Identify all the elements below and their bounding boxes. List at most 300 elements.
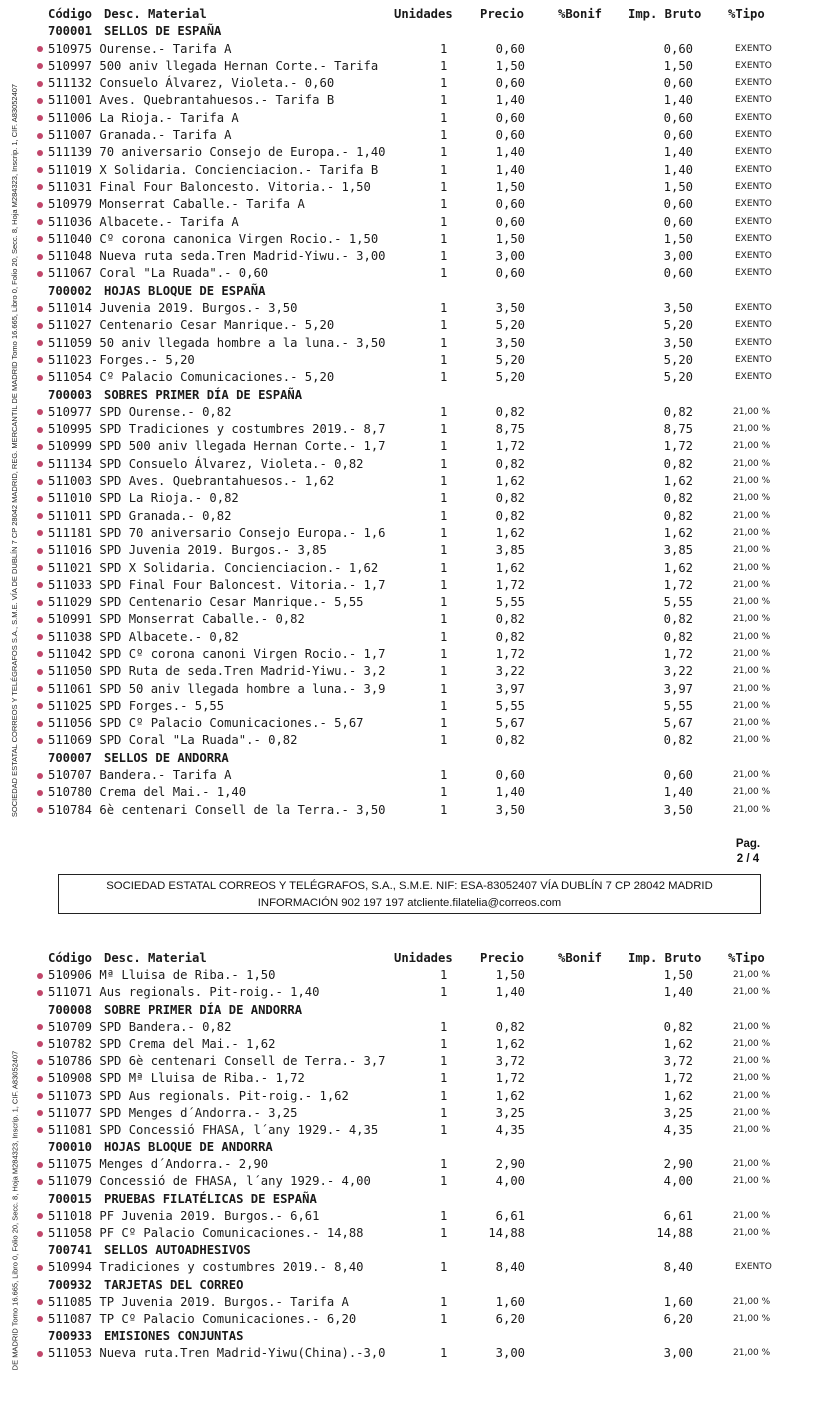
units-cell: 1 bbox=[440, 577, 448, 592]
tax-type-cell: 21,00 % bbox=[733, 648, 771, 659]
footer-company-line: SOCIEDAD ESTATAL CORREOS Y TELÉGRAFOS, S.A., S.M.E. NIF: ESA-83052407 VÍA DUBLÍN 7 CP 28042 MADRID bbox=[106, 880, 713, 892]
tax-type-cell: EXENTO bbox=[735, 199, 772, 210]
units-cell: 1 bbox=[440, 985, 448, 1000]
price-cell: 0,60 bbox=[495, 76, 525, 91]
gross-amount-cell: 5,55 bbox=[663, 698, 693, 713]
table-row bbox=[0, 1225, 823, 1242]
material-code-desc: 510999 SPD 500 aniv llegada Hernan Corte.- 1,7 bbox=[48, 439, 386, 454]
material-code-desc: 511075 Menges d´Andorra.- 2,90 bbox=[48, 1157, 269, 1172]
units-cell: 1 bbox=[440, 491, 448, 506]
price-cell: 0,60 bbox=[495, 128, 525, 143]
price-cell: 3,97 bbox=[495, 681, 525, 696]
tax-type-cell: 21,00 % bbox=[733, 787, 771, 798]
tax-type-cell: 21,00 % bbox=[733, 579, 771, 590]
bullet-icon bbox=[37, 634, 43, 640]
bullet-icon bbox=[37, 513, 43, 519]
tax-type-cell: 21,00 % bbox=[733, 631, 771, 642]
bullet-icon bbox=[37, 236, 43, 242]
price-cell: 1,50 bbox=[495, 58, 525, 73]
price-cell: 5,20 bbox=[495, 352, 525, 367]
material-code-desc: 511079 Concessió de FHASA, l´any 1929.- 4,00 bbox=[48, 1174, 371, 1189]
material-code-desc: 510782 SPD Crema del Mai.- 1,62 bbox=[48, 1036, 276, 1051]
group-heading-row bbox=[0, 23, 823, 40]
gross-amount-cell: 0,60 bbox=[663, 128, 693, 143]
price-cell: 5,20 bbox=[495, 370, 525, 385]
group-title: HOJAS BLOQUE DE ESPAÑA bbox=[104, 283, 266, 298]
material-code-desc: 511033 SPD Final Four Baloncest. Vitoria.- 1,7 bbox=[48, 577, 386, 592]
price-cell: 3,72 bbox=[495, 1054, 525, 1069]
group-title: EMISIONES CONJUNTAS bbox=[104, 1329, 244, 1344]
gross-amount-cell: 0,60 bbox=[663, 214, 693, 229]
price-cell: 1,62 bbox=[495, 560, 525, 575]
header-desc: Desc. Material bbox=[104, 7, 207, 21]
tax-type-cell: EXENTO bbox=[735, 147, 772, 158]
bullet-icon bbox=[37, 409, 43, 415]
bullet-icon bbox=[37, 565, 43, 571]
price-cell: 1,72 bbox=[495, 1071, 525, 1086]
table-row bbox=[0, 58, 823, 75]
gross-amount-cell: 5,20 bbox=[663, 318, 693, 333]
tax-type-cell: EXENTO bbox=[735, 354, 772, 365]
tax-type-cell: 21,00 % bbox=[733, 1296, 771, 1307]
tax-type-cell: EXENTO bbox=[735, 164, 772, 175]
tax-type-cell: 21,00 % bbox=[733, 614, 771, 625]
table-row bbox=[0, 1294, 823, 1311]
gross-amount-cell: 1,72 bbox=[663, 646, 693, 661]
units-cell: 1 bbox=[440, 76, 448, 91]
gross-amount-cell: 1,62 bbox=[663, 525, 693, 540]
units-cell: 1 bbox=[440, 456, 448, 471]
table-row bbox=[0, 611, 823, 628]
bullet-icon bbox=[37, 427, 43, 433]
materials-table-page1 bbox=[0, 6, 823, 819]
bullet-icon bbox=[37, 167, 43, 173]
bullet-icon bbox=[37, 479, 43, 485]
units-cell: 1 bbox=[440, 404, 448, 419]
bullet-icon bbox=[37, 1231, 43, 1237]
units-cell: 1 bbox=[440, 335, 448, 350]
units-cell: 1 bbox=[440, 1071, 448, 1086]
gross-amount-cell: 3,85 bbox=[663, 543, 693, 558]
group-heading-row bbox=[0, 1191, 823, 1208]
table-row bbox=[0, 214, 823, 231]
gross-amount-cell: 0,60 bbox=[663, 197, 693, 212]
tax-type-cell: EXENTO bbox=[735, 78, 772, 89]
price-cell: 6,61 bbox=[495, 1208, 525, 1223]
material-code-desc: 511056 SPD Cº Palacio Comunicaciones.- 5,67 bbox=[48, 716, 364, 731]
bullet-icon bbox=[37, 582, 43, 588]
material-code-desc: 510906 Mª Lluisa de Riba.- 1,50 bbox=[48, 968, 276, 983]
material-code-desc: 511001 Aves. Quebrantahuesos.- Tarifa B bbox=[48, 93, 335, 108]
group-heading-row bbox=[0, 1002, 823, 1019]
header-price: Precio bbox=[480, 951, 525, 965]
header-imp: Imp. Bruto bbox=[628, 7, 702, 21]
tax-type-cell: 21,00 % bbox=[733, 476, 771, 487]
material-code-desc: 510975 Ourense.- Tarifa A bbox=[48, 41, 232, 56]
material-code-desc: 510786 SPD 6è centenari Consell de Terra.- 3,7 bbox=[48, 1054, 386, 1069]
materials-table-page2 bbox=[0, 950, 823, 1363]
units-cell: 1 bbox=[440, 681, 448, 696]
gross-amount-cell: 0,82 bbox=[663, 612, 693, 627]
material-code-desc: 511014 Juvenia 2019. Burgos.- 3,50 bbox=[48, 301, 298, 316]
bullet-icon bbox=[37, 1110, 43, 1116]
header-bonif: %Bonif bbox=[558, 7, 603, 21]
material-code-desc: 510784 6è centenari Consell de la Terra.- 3,50 bbox=[48, 802, 386, 817]
gross-amount-cell: 6,61 bbox=[663, 1208, 693, 1223]
bullet-icon bbox=[37, 1179, 43, 1185]
material-code-desc: 511087 TP Cº Palacio Comunicaciones.- 6,20 bbox=[48, 1311, 357, 1326]
tax-type-cell: 21,00 % bbox=[733, 666, 771, 677]
page-label: Pag. bbox=[735, 838, 761, 850]
table-row bbox=[0, 663, 823, 680]
table-row bbox=[0, 473, 823, 490]
gross-amount-cell: 1,72 bbox=[663, 1071, 693, 1086]
units-cell: 1 bbox=[440, 422, 448, 437]
bullet-icon bbox=[37, 669, 43, 675]
table-header bbox=[0, 950, 823, 967]
group-heading-row bbox=[0, 387, 823, 404]
table-row bbox=[0, 542, 823, 559]
table-row bbox=[0, 162, 823, 179]
tax-type-cell: 21,00 % bbox=[733, 1038, 771, 1049]
gross-amount-cell: 1,62 bbox=[663, 1088, 693, 1103]
units-cell: 1 bbox=[440, 110, 448, 125]
price-cell: 1,40 bbox=[495, 93, 525, 108]
gross-amount-cell: 0,60 bbox=[663, 110, 693, 125]
tax-type-cell: EXENTO bbox=[735, 372, 772, 383]
footer-contact-line: INFORMACIÓN 902 197 197 atcliente.filatelia@correos.com bbox=[257, 897, 562, 909]
bullet-icon bbox=[37, 219, 43, 225]
group-heading-row bbox=[0, 750, 823, 767]
tax-type-cell: 21,00 % bbox=[733, 804, 771, 815]
table-row bbox=[0, 967, 823, 984]
group-title: SOBRE PRIMER DÍA DE ANDORRA bbox=[104, 1002, 303, 1017]
units-cell: 1 bbox=[440, 145, 448, 160]
gross-amount-cell: 0,82 bbox=[663, 456, 693, 471]
header-price: Precio bbox=[480, 7, 525, 21]
price-cell: 3,50 bbox=[495, 802, 525, 817]
tax-type-cell: 21,00 % bbox=[733, 1313, 771, 1324]
gross-amount-cell: 4,00 bbox=[663, 1174, 693, 1189]
tax-type-cell: 21,00 % bbox=[733, 1159, 771, 1170]
material-code-desc: 511139 70 aniversario Consejo de Europa.- 1,40 bbox=[48, 145, 386, 160]
group-title: SELLOS AUTOADHESIVOS bbox=[104, 1243, 251, 1258]
tax-type-cell: 21,00 % bbox=[733, 424, 771, 435]
material-code-desc: 511053 Nueva ruta.Tren Madrid-Yiwu(China).-3,0 bbox=[48, 1346, 386, 1361]
tax-type-cell: EXENTO bbox=[735, 251, 772, 262]
tax-type-cell: 21,00 % bbox=[733, 1056, 771, 1067]
table-row bbox=[0, 179, 823, 196]
header-tipo: %Tipo bbox=[728, 7, 765, 21]
table-row bbox=[0, 421, 823, 438]
price-cell: 1,62 bbox=[495, 474, 525, 489]
tax-type-cell: 21,00 % bbox=[733, 493, 771, 504]
units-cell: 1 bbox=[440, 595, 448, 610]
page-number: 2 / 4 bbox=[736, 853, 760, 865]
material-code-desc: 511029 SPD Centenario Cesar Manrique.- 5,55 bbox=[48, 595, 364, 610]
price-cell: 1,60 bbox=[495, 1294, 525, 1309]
bullet-icon bbox=[37, 738, 43, 744]
units-cell: 1 bbox=[440, 664, 448, 679]
bullet-icon bbox=[37, 46, 43, 52]
gross-amount-cell: 3,25 bbox=[663, 1105, 693, 1120]
group-heading-row bbox=[0, 1328, 823, 1345]
bullet-icon bbox=[37, 133, 43, 139]
gross-amount-cell: 14,88 bbox=[656, 1226, 693, 1240]
price-cell: 3,00 bbox=[495, 249, 525, 264]
material-code-desc: 511081 SPD Concessió FHASA, l´any 1929.- 4,35 bbox=[48, 1122, 379, 1137]
bullet-icon bbox=[37, 1059, 43, 1065]
group-heading-row bbox=[0, 283, 823, 300]
gross-amount-cell: 0,82 bbox=[663, 733, 693, 748]
header-desc: Desc. Material bbox=[104, 951, 207, 965]
tax-type-cell: 21,00 % bbox=[733, 1107, 771, 1118]
price-cell: 1,62 bbox=[495, 525, 525, 540]
table-row bbox=[0, 802, 823, 819]
price-cell: 4,00 bbox=[495, 1174, 525, 1189]
table-row bbox=[0, 508, 823, 525]
material-code-desc: 510977 SPD Ourense.- 0,82 bbox=[48, 404, 232, 419]
table-row bbox=[0, 594, 823, 611]
price-cell: 1,50 bbox=[495, 231, 525, 246]
units-cell: 1 bbox=[440, 785, 448, 800]
price-cell: 0,82 bbox=[495, 508, 525, 523]
table-row bbox=[0, 404, 823, 421]
units-cell: 1 bbox=[440, 1036, 448, 1051]
bullet-icon bbox=[37, 990, 43, 996]
bullet-icon bbox=[37, 1299, 43, 1305]
price-cell: 1,72 bbox=[495, 577, 525, 592]
material-code-desc: 511077 SPD Menges d´Andorra.- 3,25 bbox=[48, 1105, 298, 1120]
gross-amount-cell: 3,50 bbox=[663, 335, 693, 350]
tax-type-cell: 21,00 % bbox=[733, 1348, 771, 1359]
header-tipo: %Tipo bbox=[728, 951, 765, 965]
table-row bbox=[0, 490, 823, 507]
table-row bbox=[0, 92, 823, 109]
gross-amount-cell: 1,50 bbox=[663, 231, 693, 246]
bullet-icon bbox=[37, 202, 43, 208]
units-cell: 1 bbox=[440, 698, 448, 713]
units-cell: 1 bbox=[440, 560, 448, 575]
material-code-desc: 511011 SPD Granada.- 0,82 bbox=[48, 508, 232, 523]
units-cell: 1 bbox=[440, 231, 448, 246]
table-row bbox=[0, 352, 823, 369]
bullet-icon bbox=[37, 63, 43, 69]
price-cell: 1,72 bbox=[495, 646, 525, 661]
table-row bbox=[0, 1311, 823, 1328]
group-title: PRUEBAS FILATÉLICAS DE ESPAÑA bbox=[104, 1191, 317, 1206]
tax-type-cell: 21,00 % bbox=[733, 406, 771, 417]
tax-type-cell: 21,00 % bbox=[733, 1228, 771, 1238]
gross-amount-cell: 1,62 bbox=[663, 560, 693, 575]
material-code-desc: 511050 SPD Ruta de seda.Tren Madrid-Yiwu.- 3,2 bbox=[48, 664, 386, 679]
units-cell: 1 bbox=[440, 162, 448, 177]
tax-type-cell: 21,00 % bbox=[733, 770, 771, 781]
material-code-desc: 511006 La Rioja.- Tarifa A bbox=[48, 110, 239, 125]
material-code-desc: 511067 Coral "La Ruada".- 0,60 bbox=[48, 266, 269, 281]
bullet-icon bbox=[37, 1076, 43, 1082]
tax-type-cell: 21,00 % bbox=[733, 987, 771, 998]
units-cell: 1 bbox=[440, 249, 448, 264]
units-cell: 1 bbox=[440, 1294, 448, 1309]
gross-amount-cell: 5,67 bbox=[663, 716, 693, 731]
group-code: 700007 bbox=[48, 750, 93, 765]
material-code-desc: 511042 SPD Cº corona canoni Virgen Rocio.- 1,7 bbox=[48, 646, 386, 661]
table-row bbox=[0, 110, 823, 127]
bullet-icon bbox=[37, 1041, 43, 1047]
group-heading-row bbox=[0, 1139, 823, 1156]
table-row bbox=[0, 1173, 823, 1190]
material-code-desc: 511069 SPD Coral "La Ruada".- 0,82 bbox=[48, 733, 298, 748]
table-row bbox=[0, 784, 823, 801]
tax-type-cell: 21,00 % bbox=[733, 735, 771, 746]
price-cell: 3,25 bbox=[495, 1105, 525, 1120]
price-cell: 0,82 bbox=[495, 1019, 525, 1034]
units-cell: 1 bbox=[440, 179, 448, 194]
tax-type-cell: EXENTO bbox=[735, 130, 772, 141]
group-heading-row bbox=[0, 1242, 823, 1259]
price-cell: 0,82 bbox=[495, 404, 525, 419]
table-row bbox=[0, 1019, 823, 1036]
group-code: 700933 bbox=[48, 1329, 93, 1344]
units-cell: 1 bbox=[440, 525, 448, 540]
price-cell: 1,72 bbox=[495, 439, 525, 454]
price-cell: 5,20 bbox=[495, 318, 525, 333]
gross-amount-cell: 3,50 bbox=[663, 802, 693, 817]
material-code-desc: 511040 Cº corona canonica Virgen Rocio.- 1,50 bbox=[48, 231, 379, 246]
gross-amount-cell: 1,60 bbox=[663, 1294, 693, 1309]
material-code-desc: 511025 SPD Forges.- 5,55 bbox=[48, 698, 225, 713]
material-code-desc: 510707 Bandera.- Tarifa A bbox=[48, 768, 232, 783]
tax-type-cell: 21,00 % bbox=[733, 683, 771, 694]
units-cell: 1 bbox=[440, 1174, 448, 1189]
gross-amount-cell: 3,97 bbox=[663, 681, 693, 696]
tax-type-cell: EXENTO bbox=[735, 112, 772, 123]
gross-amount-cell: 0,60 bbox=[663, 41, 693, 56]
price-cell: 0,82 bbox=[495, 491, 525, 506]
price-cell: 3,50 bbox=[495, 335, 525, 350]
group-code: 700932 bbox=[48, 1277, 93, 1292]
bullet-icon bbox=[37, 444, 43, 450]
bullet-icon bbox=[37, 1162, 43, 1168]
material-code-desc: 511132 Consuelo Álvarez, Violeta.- 0,60 bbox=[48, 76, 335, 91]
bullet-icon bbox=[37, 81, 43, 87]
gross-amount-cell: 0,60 bbox=[663, 266, 693, 281]
gross-amount-cell: 1,40 bbox=[663, 985, 693, 1000]
price-cell: 8,40 bbox=[495, 1260, 525, 1275]
table-row bbox=[0, 127, 823, 144]
header-code: Código bbox=[48, 7, 93, 21]
table-row bbox=[0, 41, 823, 58]
units-cell: 1 bbox=[440, 93, 448, 108]
material-code-desc: 511031 Final Four Baloncesto. Vitoria.- 1,50 bbox=[48, 179, 371, 194]
units-cell: 1 bbox=[440, 1260, 448, 1275]
price-cell: 8,75 bbox=[495, 422, 525, 437]
table-header bbox=[0, 6, 823, 23]
company-registry-side-text-second: DE MADRID Tomo 16.665, Libro 0, Folio 20, Secc. 8, Hoja M284323, Inscrip. 1, CIF. A83052407 bbox=[10, 1050, 20, 1370]
bullet-icon bbox=[37, 703, 43, 709]
tax-type-cell: EXENTO bbox=[735, 337, 772, 348]
gross-amount-cell: 5,55 bbox=[663, 595, 693, 610]
material-code-desc: 510994 Tradiciones y costumbres 2019.- 8,40 bbox=[48, 1260, 364, 1275]
header-units: Unidades bbox=[394, 7, 453, 21]
table-row bbox=[0, 525, 823, 542]
material-code-desc: 511054 Cº Palacio Comunicaciones.- 5,20 bbox=[48, 370, 335, 385]
tax-type-cell: 21,00 % bbox=[733, 718, 771, 729]
material-code-desc: 510995 SPD Tradiciones y costumbres 2019.- 8,7 bbox=[48, 422, 386, 437]
units-cell: 1 bbox=[440, 1311, 448, 1326]
table-row bbox=[0, 300, 823, 317]
table-row bbox=[0, 715, 823, 732]
price-cell: 3,00 bbox=[495, 1346, 525, 1361]
material-code-desc: 511019 X Solidaria. Concienciacion.- Tarifa B bbox=[48, 162, 379, 177]
header-code: Código bbox=[48, 951, 93, 965]
units-cell: 1 bbox=[440, 214, 448, 229]
material-code-desc: 511018 PF Juvenia 2019. Burgos.- 6,61 bbox=[48, 1208, 320, 1223]
units-cell: 1 bbox=[440, 1105, 448, 1120]
units-cell: 1 bbox=[440, 128, 448, 143]
units-cell: 1 bbox=[440, 1054, 448, 1069]
units-cell: 1 bbox=[440, 543, 448, 558]
bullet-icon bbox=[37, 600, 43, 606]
bullet-icon bbox=[37, 1127, 43, 1133]
material-code-desc: 511021 SPD X Solidaria. Concienciacion.- 1,62 bbox=[48, 560, 379, 575]
material-code-desc: 510997 500 aniv llegada Hernan Corte.- Tarifa bbox=[48, 58, 379, 73]
group-code: 700741 bbox=[48, 1243, 93, 1258]
price-cell: 1,62 bbox=[495, 1088, 525, 1103]
group-title: SOBRES PRIMER DÍA DE ESPAÑA bbox=[104, 387, 303, 402]
bullet-icon bbox=[37, 271, 43, 277]
price-cell: 1,40 bbox=[495, 145, 525, 160]
material-code-desc: 511058 PF Cº Palacio Comunicaciones.- 14,88 bbox=[48, 1226, 364, 1240]
price-cell: 3,50 bbox=[495, 301, 525, 316]
group-code: 700001 bbox=[48, 24, 93, 39]
units-cell: 1 bbox=[440, 41, 448, 56]
units-cell: 1 bbox=[440, 716, 448, 731]
material-code-desc: 510709 SPD Bandera.- 0,82 bbox=[48, 1019, 232, 1034]
units-cell: 1 bbox=[440, 733, 448, 748]
units-cell: 1 bbox=[440, 1019, 448, 1034]
tax-type-cell: 21,00 % bbox=[733, 510, 771, 521]
price-cell: 2,90 bbox=[495, 1157, 525, 1172]
company-registry-side-text: SOCIEDAD ESTATAL CORREOS Y TELÉGRAFOS S.A., S.M.E. VÍA DE DUBLÍN 7 CP 28042 MADRID, REG. MERCANTIL DE MADRID Tomo 16.665, Libro 0, Folio 20, Secc. 8, Hoja M284323, Inscrip. 1, CIF. A83052407 bbox=[10, 83, 20, 817]
gross-amount-cell: 0,60 bbox=[663, 768, 693, 783]
group-code: 700010 bbox=[48, 1140, 93, 1155]
units-cell: 1 bbox=[440, 508, 448, 523]
price-cell: 14,88 bbox=[488, 1226, 525, 1240]
gross-amount-cell: 3,22 bbox=[663, 664, 693, 679]
units-cell: 1 bbox=[440, 370, 448, 385]
gross-amount-cell: 1,50 bbox=[663, 179, 693, 194]
gross-amount-cell: 8,40 bbox=[663, 1260, 693, 1275]
gross-amount-cell: 3,00 bbox=[663, 249, 693, 264]
gross-amount-cell: 0,82 bbox=[663, 1019, 693, 1034]
tax-type-cell: 21,00 % bbox=[733, 545, 771, 556]
gross-amount-cell: 1,50 bbox=[663, 58, 693, 73]
material-code-desc: 511134 SPD Consuelo Álvarez, Violeta.- 0,82 bbox=[48, 456, 364, 471]
bullet-icon bbox=[37, 115, 43, 121]
units-cell: 1 bbox=[440, 301, 448, 316]
bullet-icon bbox=[37, 1351, 43, 1357]
price-cell: 0,60 bbox=[495, 41, 525, 56]
bullet-icon bbox=[37, 306, 43, 312]
tax-type-cell: EXENTO bbox=[735, 233, 772, 244]
gross-amount-cell: 1,62 bbox=[663, 474, 693, 489]
price-cell: 0,82 bbox=[495, 612, 525, 627]
bullet-icon bbox=[37, 548, 43, 554]
price-cell: 0,82 bbox=[495, 456, 525, 471]
material-code-desc: 511016 SPD Juvenia 2019. Burgos.- 3,85 bbox=[48, 543, 327, 558]
